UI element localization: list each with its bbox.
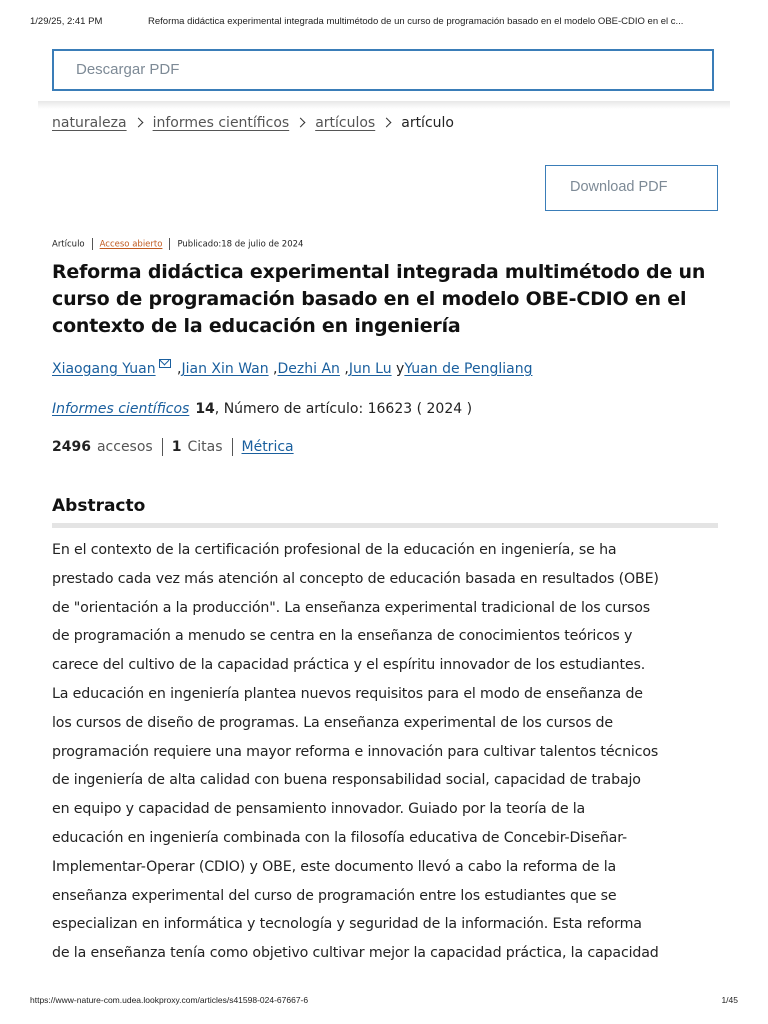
open-access-link[interactable]: Acceso abierto bbox=[99, 239, 163, 250]
print-timestamp: 1/29/25, 2:41 PM bbox=[30, 16, 103, 27]
article-number: , Número de artículo: 16623 ( 2024 ) bbox=[214, 401, 473, 417]
abstract-line: La educación en ingeniería plantea nuevos requisitos para el modo de enseñanza de bbox=[52, 685, 643, 702]
print-page-title: Reforma didáctica experimental integrada multimétodo de un curso de programación basado en el modelo OBE-CDIO en el c... bbox=[148, 16, 684, 27]
article-meta bbox=[52, 238, 303, 250]
abstract-line: en equipo y capacidad de pensamiento innovador. Guiado por la teoría de la bbox=[52, 801, 586, 818]
abstract-line: de la enseñanza tenía como objetivo cultivar mejor la capacidad práctica, la capacidad bbox=[52, 945, 659, 962]
chevron-right-icon bbox=[133, 118, 143, 128]
download-pdf-button-top[interactable] bbox=[52, 49, 714, 91]
author-separator: , bbox=[268, 361, 278, 377]
journal-link[interactable]: Informes científicos bbox=[52, 401, 190, 417]
citations-label: Citas bbox=[187, 439, 223, 455]
published-date: Publicado:18 de julio de 2024 bbox=[177, 239, 304, 250]
breadcrumb-current: artículo bbox=[401, 115, 454, 131]
abstract-line: educación en ingeniería combinada con la filosofía educativa de Concebir-Diseñar- bbox=[52, 829, 627, 846]
article-title: Reforma didáctica experimental integrada multimétodo de un curso de programación basado en el modelo OBE-CDIO en el contexto de la educación en ingeniería bbox=[52, 261, 706, 337]
print-footer bbox=[30, 995, 738, 1009]
metrics-link[interactable]: Métrica bbox=[241, 439, 294, 455]
abstract-line: los cursos de diseño de programas. La enseñanza experimental de los cursos de bbox=[52, 714, 613, 731]
journal-citation bbox=[52, 401, 472, 417]
breadcrumb-link-articulos[interactable]: artículos bbox=[315, 115, 376, 131]
author-link[interactable]: Dezhi An bbox=[277, 361, 340, 377]
abstract-line: Implementar-Operar (CDIO) y OBE, este documento llevó a cabo la reforma de la bbox=[52, 858, 617, 875]
metrics-divider bbox=[232, 438, 233, 456]
abstract-line: enseñanza experimental del curso de programación entre los estudiantes que se bbox=[52, 887, 617, 904]
author-list bbox=[52, 359, 532, 377]
meta-divider bbox=[169, 238, 170, 250]
article-type: Artículo bbox=[52, 239, 85, 250]
abstract-line: de ingeniería de alta calidad con buena responsabilidad social, capacidad de trabajo bbox=[52, 772, 641, 789]
author-separator: y bbox=[391, 361, 405, 377]
author-link[interactable]: Xiaogang Yuan bbox=[52, 361, 156, 377]
author-link[interactable]: Jian Xin Wan bbox=[181, 361, 269, 377]
sticky-bar-shadow bbox=[38, 101, 730, 109]
abstract-divider bbox=[52, 523, 718, 528]
abstract-line: prestado cada vez más atención al concepto de educación basada en resultados (OBE) bbox=[52, 570, 659, 587]
download-pdf-label: Descargar PDF bbox=[76, 61, 180, 78]
chevron-right-icon bbox=[296, 118, 306, 128]
author-link[interactable]: Jun Lu bbox=[348, 361, 392, 377]
print-header bbox=[30, 16, 738, 30]
abstract-line: En el contexto de la certificación profesional de la educación en ingeniería, se ha bbox=[52, 542, 617, 558]
abstract-line: especializan en informática y tecnología y seguridad de la información. Esta reforma bbox=[52, 916, 642, 933]
abstract-text bbox=[52, 536, 720, 968]
breadcrumb bbox=[52, 115, 454, 131]
download-pdf-button-side[interactable] bbox=[545, 165, 718, 211]
meta-divider bbox=[92, 238, 93, 250]
journal-volume: 14 bbox=[195, 401, 215, 417]
breadcrumb-link-informes-cientificos[interactable]: informes científicos bbox=[152, 115, 290, 131]
abstract-line: de programación a menudo se centra en la enseñanza de conocimientos teóricos y bbox=[52, 628, 633, 645]
abstract-line: de "orientación a la producción". La enseñanza experimental tradicional de los cursos bbox=[52, 599, 651, 616]
page-number: 1/45 bbox=[721, 995, 738, 1005]
abstract-line: programación requiere una mayor reforma e innovación para cultivar talentos técnicos bbox=[52, 743, 659, 760]
accesses-label: accesos bbox=[96, 439, 153, 455]
abstract-heading: Abstracto bbox=[52, 496, 146, 516]
email-icon[interactable] bbox=[159, 359, 171, 368]
author-separator: , bbox=[339, 361, 349, 377]
metrics-divider bbox=[162, 438, 163, 456]
abstract-line: carece del cultivo de la capacidad práctica y el espíritu innovador de los estudiantes. bbox=[52, 657, 646, 674]
author-link[interactable]: Yuan de Pengliang bbox=[404, 361, 533, 377]
download-pdf-side-label: Download PDF bbox=[570, 179, 668, 195]
author-separator: , bbox=[172, 361, 182, 377]
page-url: https://www-nature-com.udea.lookproxy.com/articles/s41598-024-67667-6 bbox=[30, 995, 309, 1005]
article-metrics bbox=[52, 438, 294, 456]
accesses-count: 2496 bbox=[52, 439, 91, 455]
breadcrumb-link-naturaleza[interactable]: naturaleza bbox=[52, 115, 127, 131]
citations-count: 1 bbox=[171, 439, 182, 455]
chevron-right-icon bbox=[382, 118, 392, 128]
